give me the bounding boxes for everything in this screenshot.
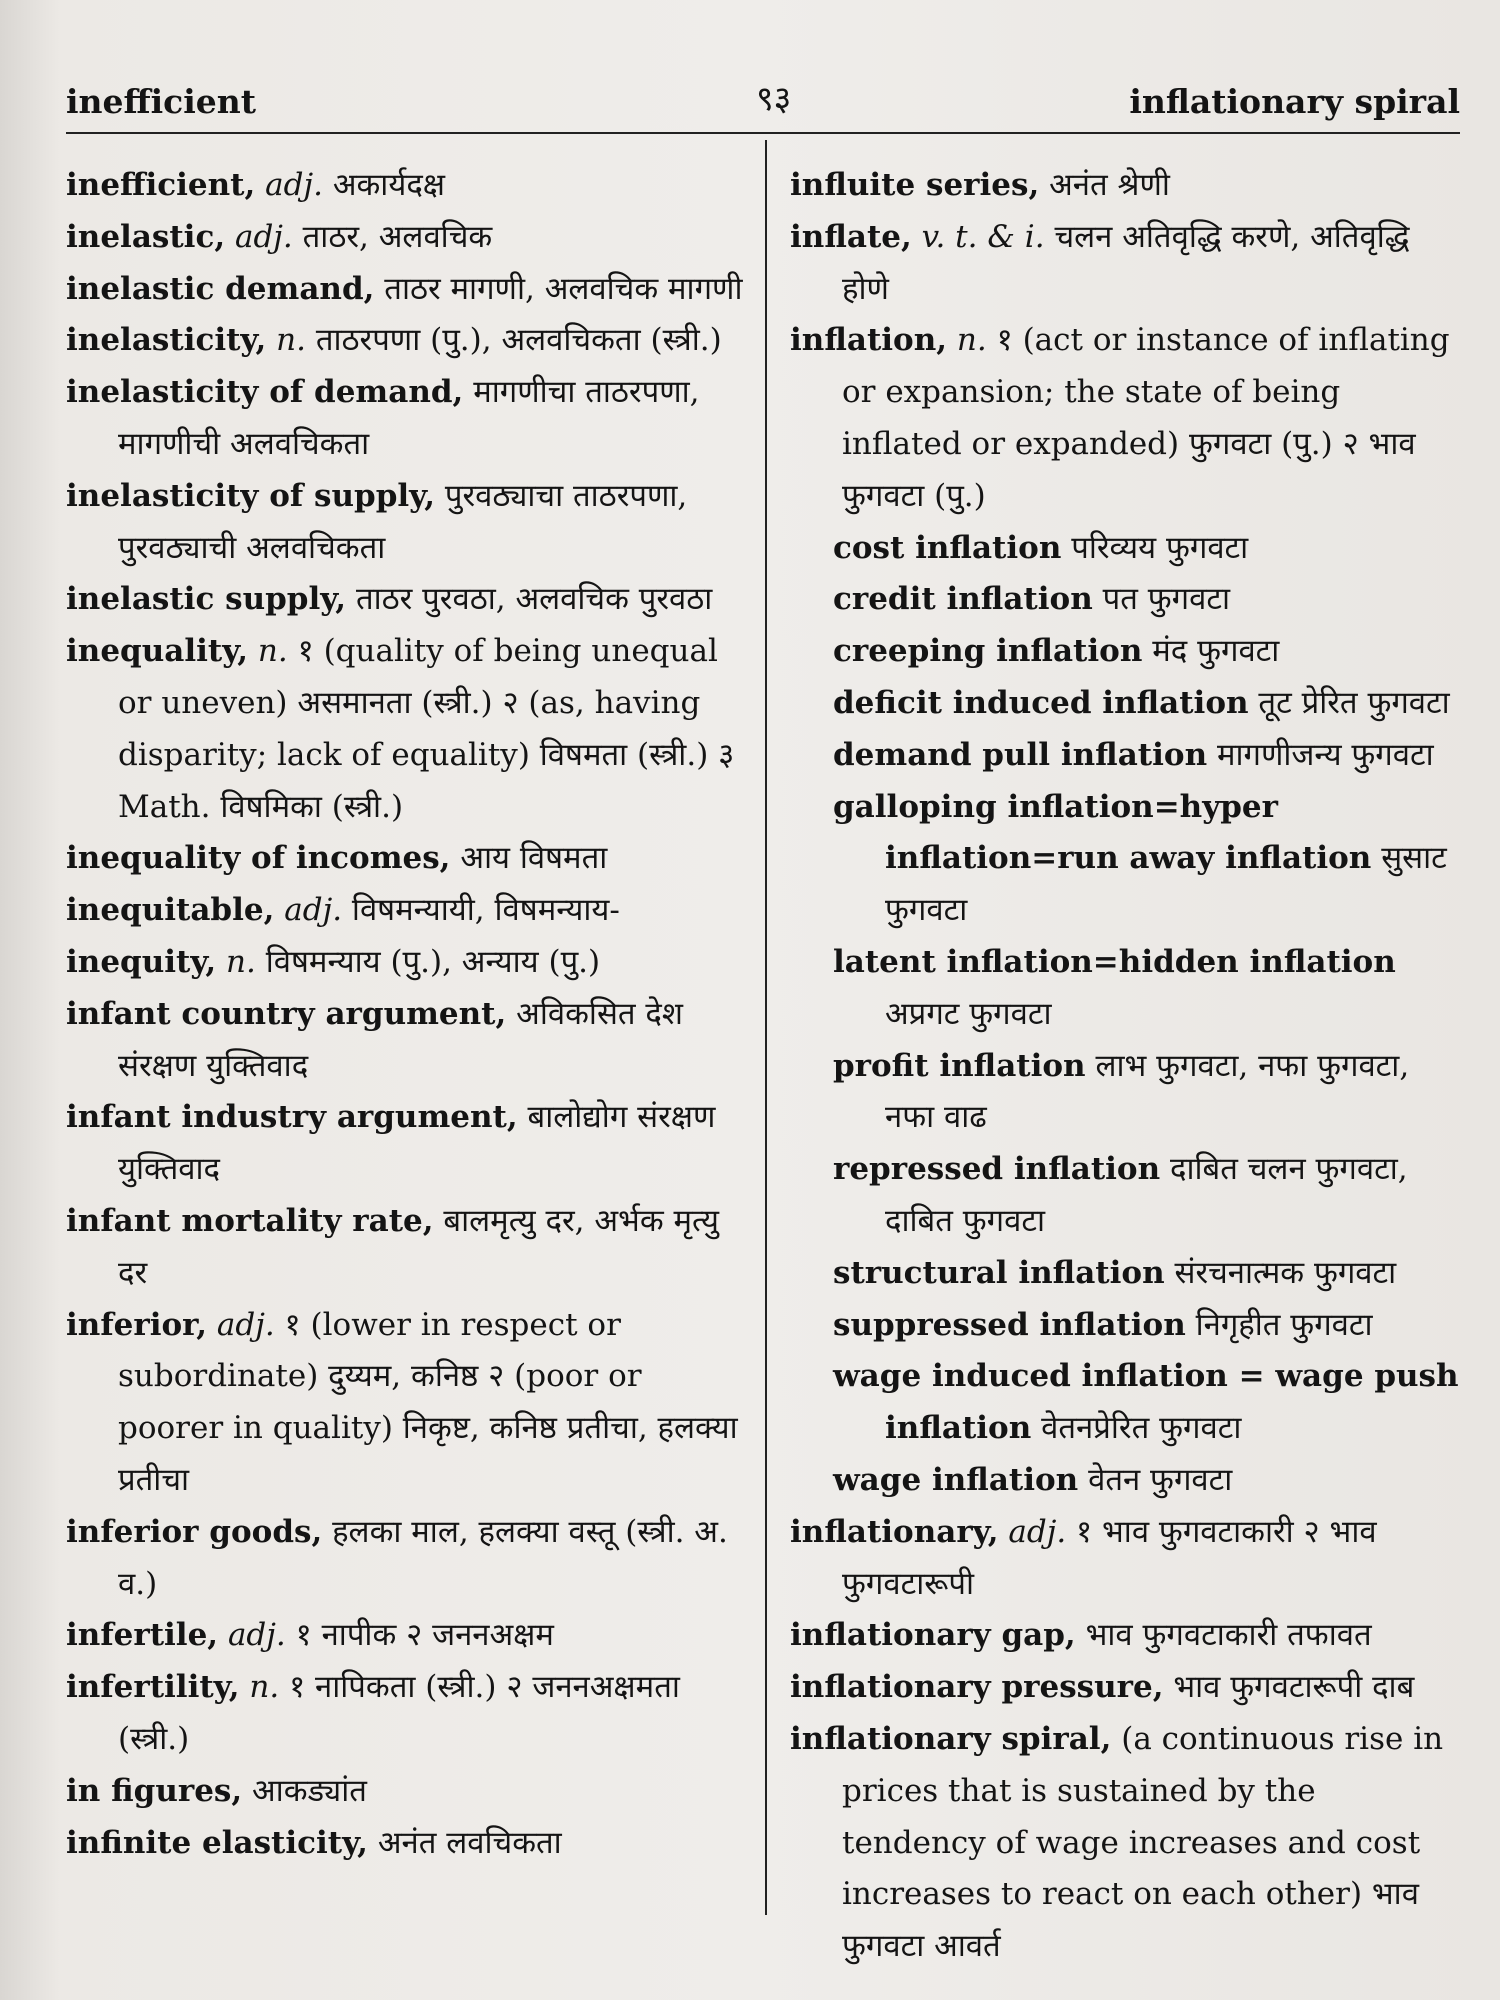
entry-headword: inflationary gap,	[790, 1617, 1076, 1654]
column-divider	[765, 140, 767, 1915]
dictionary-entry	[790, 315, 1460, 522]
entry-definition: अनंत श्रेणी	[1049, 167, 1170, 203]
entry-headword: inflationary spiral,	[790, 1720, 1112, 1757]
dictionary-entry	[790, 1300, 1460, 1352]
entry-headword: infertile,	[66, 1617, 219, 1654]
entry-definition: चलन अतिवृद्धि करणे, अतिवृद्धि होणे	[842, 218, 1410, 307]
entry-definition: सुसाट फुगवटा	[885, 840, 1447, 929]
dictionary-entry	[790, 730, 1460, 782]
entry-definition: पुरवठ्याचा ताठरपणा, पुरवठ्याची अलवचिकता	[118, 477, 688, 566]
dictionary-entry	[66, 833, 746, 885]
dictionary-entry	[790, 1351, 1460, 1455]
dictionary-entry	[790, 1455, 1460, 1507]
entry-headword: inflationary pressure,	[790, 1669, 1164, 1706]
dictionary-entry	[66, 626, 746, 833]
entry-headword: structural inflation	[833, 1254, 1165, 1291]
entry-part-of-speech: n.	[226, 943, 256, 980]
left-guide-word: inefficient	[66, 82, 257, 121]
entry-part-of-speech: adj.	[216, 1306, 275, 1343]
dictionary-entry	[790, 782, 1460, 937]
entry-headword: suppressed inflation	[833, 1306, 1186, 1343]
dictionary-entry	[66, 1196, 746, 1300]
entry-definition: मागणीचा ताठरपणा, मागणीची अलवचिकता	[118, 374, 700, 462]
entry-headword: inelasticity of supply,	[66, 477, 435, 514]
entry-definition: आकड्यांत	[252, 1772, 367, 1809]
entry-definition: तूट प्रेरित फुगवटा	[1258, 684, 1450, 721]
entry-headword: latent inflation=hidden inflation	[833, 943, 1396, 980]
dictionary-entry	[790, 212, 1460, 316]
entry-headword: inequality,	[66, 633, 249, 670]
entry-part-of-speech: adj.	[265, 167, 323, 203]
dictionary-entry	[790, 160, 1460, 212]
dictionary-entry	[66, 1507, 746, 1611]
entry-headword: inelastic supply,	[66, 581, 347, 618]
dictionary-entry	[66, 1300, 746, 1507]
entry-headword: creeping inflation	[833, 633, 1143, 670]
entry-headword: inferior,	[66, 1306, 208, 1343]
dictionary-entry	[790, 1248, 1460, 1300]
entry-definition: वेतनप्रेरित फुगवटा	[1041, 1410, 1242, 1447]
entry-definition: हलका माल, हलक्या वस्तू (स्त्री. अ. व.)	[118, 1513, 728, 1602]
entry-headword: infant mortality rate,	[66, 1202, 434, 1239]
dictionary-entry	[66, 574, 746, 626]
entry-headword: infertility,	[66, 1669, 240, 1706]
entry-headword: inflate,	[790, 218, 912, 255]
entry-headword: inelastic,	[66, 218, 226, 255]
entry-headword: inequitable,	[66, 892, 275, 929]
dictionary-entry	[66, 160, 746, 212]
entry-headword: inflation,	[790, 322, 948, 359]
entry-headword: wage inflation	[833, 1461, 1079, 1498]
entry-part-of-speech: adj.	[284, 892, 343, 929]
entry-headword: inferior goods,	[66, 1513, 323, 1550]
entry-headword: profit inflation	[833, 1047, 1086, 1084]
dictionary-entry	[66, 1818, 746, 1870]
dictionary-entry	[66, 937, 746, 989]
entry-definition: अकार्यदक्ष	[332, 167, 446, 203]
entry-part-of-speech: adj.	[1008, 1513, 1067, 1550]
entry-definition: बालोद्योग संरक्षण युक्तिवाद	[118, 1099, 716, 1188]
entry-part-of-speech: n.	[956, 322, 987, 359]
entry-definition: १ नापिकता (स्त्री.) २ जननअक्षमता (स्त्री.)	[118, 1669, 680, 1757]
entry-definition: भाव फुगवटाकारी तफावत	[1085, 1617, 1372, 1654]
entry-definition: ताठर मागणी, अलवचिक मागणी	[384, 270, 743, 307]
entry-headword: cost inflation	[833, 529, 1062, 566]
entry-headword: galloping inflation=hyper inflation=run away inflation	[833, 788, 1372, 877]
entry-headword: demand pull inflation	[833, 736, 1208, 773]
dictionary-entry	[66, 1662, 746, 1766]
dictionary-entry	[66, 264, 746, 316]
entry-headword: inelasticity of demand,	[66, 374, 464, 411]
entry-definition: दाबित चलन फुगवटा, दाबित फुगवटा	[885, 1151, 1408, 1239]
entry-definition: १ (quality of being unequal or uneven) असमानता (स्त्री.) २ (as, having disparity; lack of equality) विषमता (स्त्री.) ३ Math. विषमिका (स्त्री.)	[118, 633, 735, 825]
dictionary-entry	[66, 989, 746, 1093]
entry-definition: विषमन्यायी, विषमन्याय-	[351, 892, 620, 929]
entry-definition: परिव्यय फुगवटा	[1071, 529, 1249, 566]
entry-definition: मंद फुगवटा	[1152, 633, 1280, 670]
entry-definition: अनंत लवचिकता	[377, 1824, 562, 1861]
entry-definition: लाभ फुगवटा, नफा फुगवटा, नफा वाढ	[885, 1047, 1410, 1136]
entry-headword: inefficient,	[66, 167, 256, 203]
left-column	[66, 160, 746, 1869]
page-number: ९३	[756, 79, 792, 119]
dictionary-entry	[66, 367, 746, 471]
dictionary-entry	[66, 1610, 746, 1662]
entry-part-of-speech: n.	[249, 1669, 280, 1706]
dictionary-entry	[790, 1144, 1460, 1248]
entry-definition: १ (act or instance of inflating or expansion; the state of being inflated or expanded) फुगवटा (पु.) २ भाव फुगवटा (पु.)	[842, 322, 1450, 514]
entry-headword: repressed inflation	[833, 1151, 1161, 1188]
dictionary-entry	[790, 1610, 1460, 1662]
entry-headword: inequality of incomes,	[66, 840, 451, 877]
dictionary-entry	[66, 885, 746, 937]
dictionary-entry	[66, 212, 746, 264]
entry-definition: मागणीजन्य फुगवटा	[1216, 736, 1434, 773]
entry-headword: inelasticity,	[66, 322, 267, 359]
entry-definition: अप्रगट फुगवटा	[885, 995, 1052, 1032]
entry-definition: अविकसित देश संरक्षण युक्तिवाद	[118, 995, 683, 1084]
entry-definition: (a continuous rise in prices that is sustained by the tendency of wage increases and cost increases to react on each other) भाव फुगवटा आवर्त	[842, 1720, 1444, 1965]
entry-headword: infinite elasticity,	[66, 1824, 368, 1861]
entry-definition: विषमन्याय (पु.), अन्याय (पु.)	[265, 943, 601, 980]
entry-headword: inelastic demand,	[66, 270, 375, 307]
entry-definition: पत फुगवटा	[1102, 581, 1230, 618]
entry-part-of-speech: adj.	[234, 218, 293, 255]
page-header	[66, 72, 1460, 134]
entry-headword: credit inflation	[833, 581, 1093, 618]
entry-definition: संरचनात्मक फुगवटा	[1174, 1254, 1397, 1291]
entry-part-of-speech: n.	[257, 633, 288, 670]
right-guide-word: inflationary spiral	[1129, 82, 1460, 121]
entry-definition: ताठर पुरवठा, अलवचिक पुरवठा	[355, 581, 713, 618]
entry-definition: १ नापीक २ जननअक्षम	[295, 1617, 554, 1654]
entry-headword: infant industry argument,	[66, 1099, 518, 1136]
dictionary-entry	[66, 1092, 746, 1196]
entry-headword: deficit induced inflation	[833, 684, 1249, 721]
dictionary-entry	[790, 937, 1460, 1041]
entry-definition: वेतन फुगवटा	[1088, 1461, 1233, 1498]
entry-definition: १ भाव फुगवटाकारी २ भाव फुगवटारूपी	[842, 1513, 1377, 1602]
entry-part-of-speech: v. t. & i.	[921, 218, 1045, 255]
entry-part-of-speech: n.	[276, 322, 306, 359]
entry-definition: निगृहीत फुगवटा	[1195, 1306, 1373, 1343]
dictionary-entry	[790, 1507, 1460, 1611]
entry-headword: inflationary,	[790, 1513, 999, 1550]
entry-definition: बालमृत्यु दर, अर्भक मृत्यु दर	[118, 1202, 720, 1291]
right-column	[790, 160, 1460, 1973]
entry-definition: ताठर, अलवचिक	[302, 218, 493, 255]
entry-headword: in figures,	[66, 1772, 243, 1809]
entry-headword: infant country argument,	[66, 995, 507, 1032]
dictionary-entry	[790, 626, 1460, 678]
entry-definition: भाव फुगवटारूपी दाब	[1173, 1669, 1415, 1706]
dictionary-entry	[66, 471, 746, 575]
entry-headword: wage induced inflation = wage push inflation	[833, 1358, 1459, 1447]
dictionary-entry	[790, 1041, 1460, 1145]
entry-part-of-speech: adj.	[227, 1617, 286, 1654]
entry-definition: १ (lower in respect or subordinate) दुय्यम, कनिष्ठ २ (poor or poorer in quality) निकृष्ट, कनिष्ठ प्रतीचा, हलक्या प्रतीचा	[118, 1306, 738, 1498]
dictionary-entry	[790, 574, 1460, 626]
dictionary-entry	[790, 678, 1460, 730]
dictionary-entry	[790, 523, 1460, 575]
entry-headword: influite series,	[790, 167, 1040, 203]
entry-definition: ताठरपणा (पु.), अलवचिकता (स्त्री.)	[315, 322, 722, 359]
entry-definition: आय विषमता	[460, 840, 608, 877]
entry-headword: inequity,	[66, 943, 217, 980]
dictionary-entry	[66, 1766, 746, 1818]
dictionary-entry	[790, 1662, 1460, 1714]
dictionary-entry	[66, 315, 746, 367]
dictionary-entry	[790, 1714, 1460, 1973]
